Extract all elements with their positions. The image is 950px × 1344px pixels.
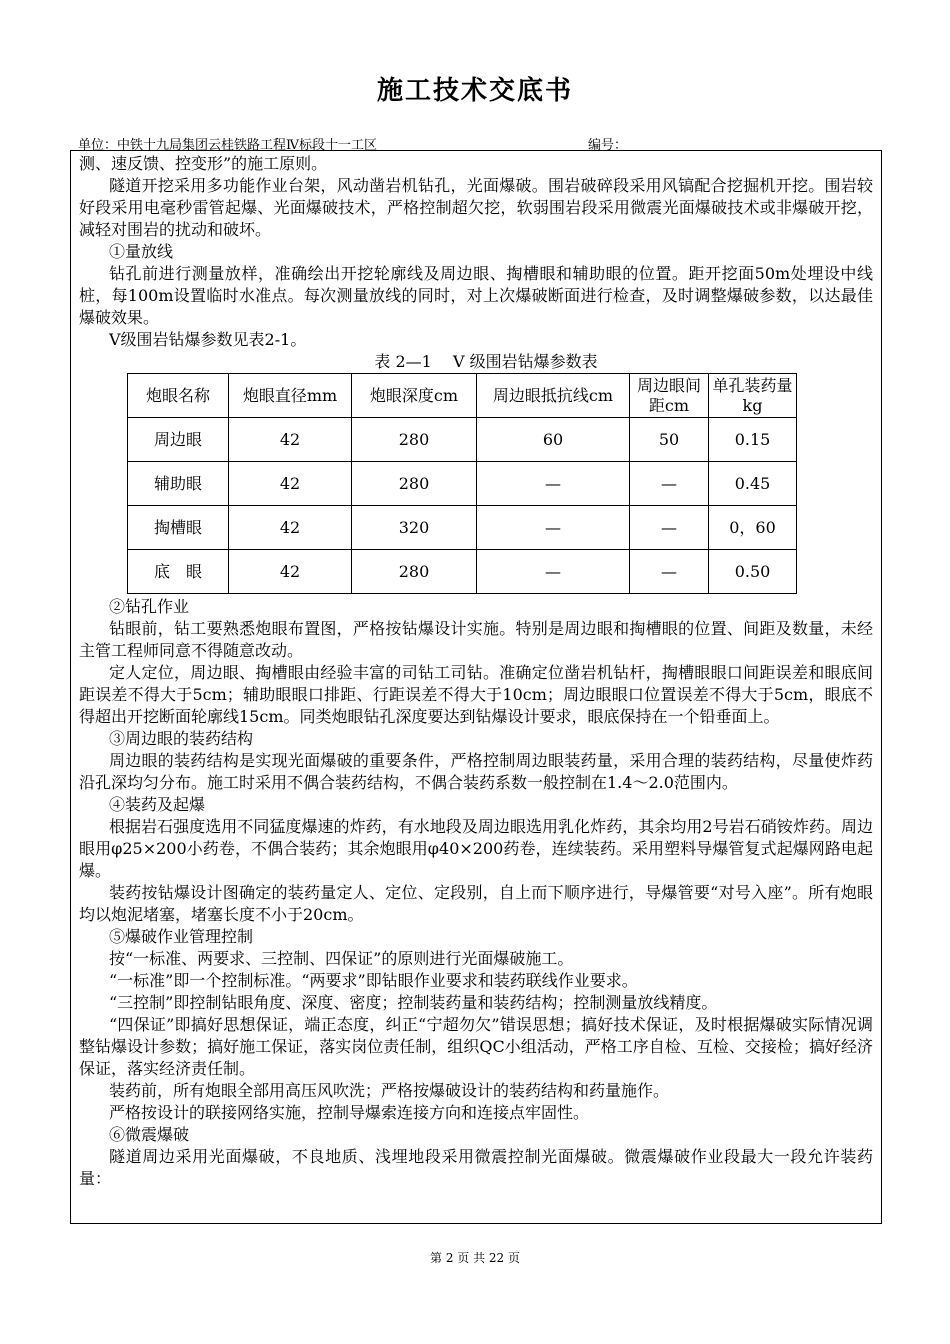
table-cell: 280 — [352, 462, 477, 506]
page-footer: 第 2 页 共 22 页 — [430, 1251, 520, 1265]
table-cell: 42 — [229, 418, 352, 462]
table-cell: — — [477, 462, 630, 506]
table-cell: — — [630, 462, 709, 506]
table-cell: — — [630, 506, 709, 550]
table-cell: 掏槽眼 — [128, 506, 229, 550]
table-cell: 0.15 — [709, 418, 797, 462]
table-cell: 42 — [229, 506, 352, 550]
table-header-cell: 炮眼直径mm — [229, 374, 352, 418]
section-heading: ⑥微震爆破 — [109, 1125, 190, 1144]
paragraph: 根据岩石强度选用不同猛度爆速的炸药，有水地段及周边眼选用乳化炸药，其余均用2号岩石硝铵炸药。周边眼用φ25×200小药卷，不偶合装药；其余炮眼用φ40×200药卷，连续装药。采用塑料导爆管复式起爆网路电起爆。 — [79, 817, 873, 880]
table-cell: 0.45 — [709, 462, 797, 506]
paragraph: 定人定位，周边眼、掏槽眼由经验丰富的司钻工司钻。准确定位凿岩机钻杆，掏槽眼眼口间距误差和眼底间距误差不得大于5cm；辅助眼眼口排距、行距误差不得大于10cm；周边眼眼口位置误差不得大于5cm，眼底不得超出开挖断面轮廓线15cm。同类炮眼钻孔深度要达到钻爆设计要求，眼底保持在一个铅垂面上。 — [79, 663, 873, 726]
paragraph: 装药前，所有炮眼全部用高压风吹洗；严格按爆破设计的装药结构和药量施作。 — [109, 1081, 670, 1100]
table-row — [128, 418, 797, 462]
table-cell: 60 — [477, 418, 630, 462]
table-header-cell: 周边眼间距cm — [630, 374, 709, 418]
section-heading: ④装药及起爆 — [109, 795, 206, 814]
table-cell: 280 — [352, 418, 477, 462]
paragraph: 隧道周边采用光面爆破，不良地质、浅埋地段采用微震控制光面爆破。微震爆破作业段最大一段允许装药量： — [79, 1147, 873, 1188]
content-body — [79, 153, 873, 1190]
table-row — [128, 462, 797, 506]
table-cell: 底 眼 — [128, 550, 229, 594]
paragraph: Ⅴ级围岩钻爆参数见表2-1。 — [109, 330, 307, 349]
paragraph: 装药按钻爆设计图确定的装药量定人、定位、定段别，自上而下顺序进行，导爆管要“对号入座”。所有炮眼均以炮泥堵塞，堵塞长度不小于20cm。 — [79, 883, 873, 924]
number-label: 编号： — [588, 138, 628, 153]
section-heading: ②钻孔作业 — [109, 597, 190, 616]
content-box — [70, 150, 882, 1224]
unit-label: 单位：中铁十九局集团云桂铁路工程Ⅳ标段十一工区 — [78, 138, 377, 153]
table-cell: — — [477, 506, 630, 550]
paragraph: 周边眼的装药结构是实现光面爆破的重要条件，严格控制周边眼装药量，采用合理的装药结构，尽量使炸药沿孔深均匀分布。施工时采用不偶合装药结构，不偶合装药系数一般控制在1.4～2.0范围内。 — [79, 751, 873, 792]
table-header-cell: 周边眼抵抗线cm — [477, 374, 630, 418]
paragraph: “三控制”即控制钻眼角度、深度、密度；控制装药量和装药结构；控制测量放线精度。 — [109, 993, 718, 1012]
table-caption: 表 2—1 Ⅴ 级围岩钻爆参数表 — [374, 352, 598, 371]
table-cell: 280 — [352, 550, 477, 594]
table-row — [128, 506, 797, 550]
table-cell: 42 — [229, 462, 352, 506]
paragraph: 测、速反馈、控变形”的施工原则。 — [79, 154, 328, 173]
table-cell: 周边眼 — [128, 418, 229, 462]
table-cell: — — [630, 550, 709, 594]
table-cell: — — [477, 550, 630, 594]
paragraph: “四保证”即搞好思想保证，端正态度，纠正“宁超勿欠”错误思想；搞好技术保证，及时根据爆破实际情况调整钻爆设计参数；搞好施工保证，落实岗位责任制，组织QC小组活动，严格工序自检、互检、交接检；搞好经济保证，落实经济责任制。 — [79, 1015, 873, 1078]
paragraph: 钻孔前进行测量放样，准确绘出开挖轮廓线及周边眼、掏槽眼和辅助眼的位置。距开挖面50m处埋设中线桩，每100m设置临时水准点。每次测量放线的同时，对上次爆破断面进行检查，及时调整爆破参数，以达最佳爆破效果。 — [79, 264, 873, 327]
paragraph: “一标准”即一个控制标准。“两要求”即钻眼作业要求和装药联线作业要求。 — [109, 971, 638, 990]
drilling-parameters-table — [127, 373, 797, 594]
paragraph: 钻眼前，钻工要熟悉炮眼布置图，严格按钻爆设计实施。特别是周边眼和掏槽眼的位置、间距及数量，未经主管工程师同意不得随意改动。 — [79, 619, 873, 660]
table-row — [128, 550, 797, 594]
section-heading: ⑤爆破作业管理控制 — [109, 927, 254, 946]
table-header-cell: 单孔装药量kg — [709, 374, 797, 418]
section-heading: ③周边眼的装药结构 — [109, 729, 254, 748]
table-cell: 辅助眼 — [128, 462, 229, 506]
table-header-cell: 炮眼名称 — [128, 374, 229, 418]
table-cell: 320 — [352, 506, 477, 550]
table-cell: 50 — [630, 418, 709, 462]
table-header-row — [128, 374, 797, 418]
paragraph: 按“一标准、两要求、三控制、四保证”的原则进行光面爆破施工。 — [109, 949, 574, 968]
table-header-cell: 炮眼深度cm — [352, 374, 477, 418]
table-cell: 0.50 — [709, 550, 797, 594]
table-cell: 42 — [229, 550, 352, 594]
table-cell: 0，60 — [709, 506, 797, 550]
section-heading: ①量放线 — [109, 242, 174, 261]
page-title: 施工技术交底书 — [376, 76, 573, 106]
paragraph: 隧道开挖采用多功能作业台架，风动凿岩机钻孔，光面爆破。围岩破碎段采用风镐配合挖掘机开挖。围岩较好段采用电毫秒雷管起爆、光面爆破技术，严格控制超欠挖，软弱围岩段采用微震光面爆破技术或非爆破开挖，减轻对围岩的扰动和破坏。 — [79, 176, 873, 239]
paragraph: 严格按设计的联接网络实施，控制导爆索连接方向和连接点牢固性。 — [109, 1103, 590, 1122]
